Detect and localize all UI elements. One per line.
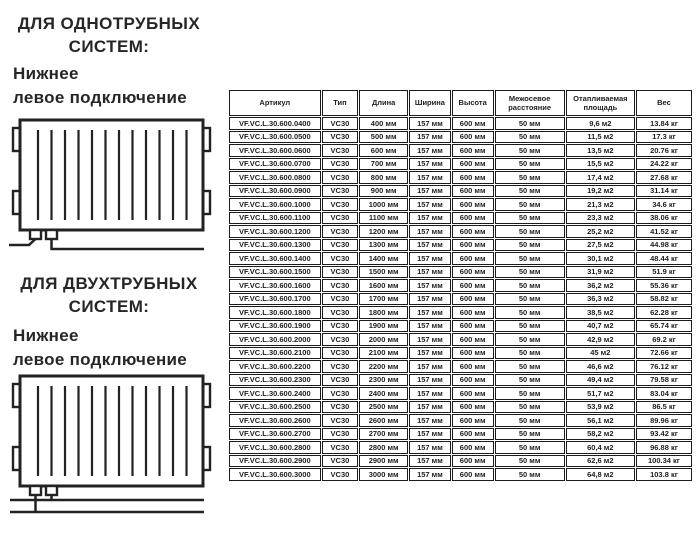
table-row bbox=[229, 279, 692, 292]
table-cell: 600 мм bbox=[452, 198, 494, 211]
table-row bbox=[229, 131, 692, 144]
table-cell: 700 мм bbox=[359, 158, 408, 171]
table-cell: 157 мм bbox=[409, 266, 451, 279]
table-row bbox=[229, 171, 692, 184]
single-pipe-radiator-diagram bbox=[8, 114, 218, 256]
table-cell: 600 мм bbox=[452, 185, 494, 198]
table-cell: 50 мм bbox=[495, 225, 565, 238]
table-cell: 36,2 м2 bbox=[566, 279, 635, 292]
table-cell: 2700 мм bbox=[359, 428, 408, 441]
connection-label-line: Нижнее bbox=[13, 326, 79, 345]
table-cell: 2100 мм bbox=[359, 347, 408, 360]
table-cell: 50 мм bbox=[495, 401, 565, 414]
table-cell: VC30 bbox=[322, 144, 359, 157]
table-cell: 600 мм bbox=[452, 171, 494, 184]
table-cell: 93.42 кг bbox=[636, 428, 692, 441]
table-row bbox=[229, 239, 692, 252]
table-cell: 50 мм bbox=[495, 252, 565, 265]
table-cell: 600 мм bbox=[452, 225, 494, 238]
table-cell: VF.VC.L.30.600.1600 bbox=[229, 279, 321, 292]
two-pipe-radiator-diagram bbox=[8, 372, 218, 520]
table-cell: 50 мм bbox=[495, 171, 565, 184]
table-cell: 157 мм bbox=[409, 144, 451, 157]
table-cell: 62,6 м2 bbox=[566, 455, 635, 468]
table-cell: VC30 bbox=[322, 239, 359, 252]
table-cell: 55.36 кг bbox=[636, 279, 692, 292]
table-cell: 157 мм bbox=[409, 306, 451, 319]
table-cell: VF.VC.L.30.600.1100 bbox=[229, 212, 321, 225]
section-title-line: ДЛЯ ДВУХТРУБНЫХ bbox=[20, 274, 198, 293]
table-cell: VC30 bbox=[322, 320, 359, 333]
table-row bbox=[229, 347, 692, 360]
table-cell: VF.VC.L.30.600.2900 bbox=[229, 455, 321, 468]
table-cell: VF.VC.L.30.600.1300 bbox=[229, 239, 321, 252]
table-cell: VF.VC.L.30.600.2800 bbox=[229, 441, 321, 454]
table-cell: VC30 bbox=[322, 468, 359, 481]
table-cell: VF.VC.L.30.600.0500 bbox=[229, 131, 321, 144]
table-cell: VC30 bbox=[322, 117, 359, 130]
table-cell: 24.22 кг bbox=[636, 158, 692, 171]
table-cell: VC30 bbox=[322, 131, 359, 144]
table-cell: 3000 мм bbox=[359, 468, 408, 481]
table-cell: 50 мм bbox=[495, 131, 565, 144]
table-cell: 41.52 кг bbox=[636, 225, 692, 238]
table-cell: 500 мм bbox=[359, 131, 408, 144]
table-cell: 157 мм bbox=[409, 117, 451, 130]
table-row bbox=[229, 333, 692, 346]
table-cell: VF.VC.L.30.600.3000 bbox=[229, 468, 321, 481]
table-cell: 600 мм bbox=[452, 252, 494, 265]
table-cell: 1200 мм bbox=[359, 225, 408, 238]
table-cell: 600 мм bbox=[452, 158, 494, 171]
table-cell: 157 мм bbox=[409, 468, 451, 481]
table-cell: 50 мм bbox=[495, 198, 565, 211]
table-cell: 19,2 м2 bbox=[566, 185, 635, 198]
table-cell: 86.5 кг bbox=[636, 401, 692, 414]
table-cell: 50 мм bbox=[495, 360, 565, 373]
table-cell: 600 мм bbox=[452, 441, 494, 454]
table-cell: 50 мм bbox=[495, 144, 565, 157]
table-cell: 42,9 м2 bbox=[566, 333, 635, 346]
table-cell: 50 мм bbox=[495, 320, 565, 333]
table-cell: 157 мм bbox=[409, 185, 451, 198]
table-row bbox=[229, 401, 692, 414]
table-cell: 157 мм bbox=[409, 441, 451, 454]
table-cell: 600 мм bbox=[452, 212, 494, 225]
table-row bbox=[229, 266, 692, 279]
section-title-single-pipe bbox=[0, 12, 218, 58]
table-cell: 11,5 м2 bbox=[566, 131, 635, 144]
table-cell: VC30 bbox=[322, 171, 359, 184]
table-cell: 157 мм bbox=[409, 374, 451, 387]
column-header: Вес bbox=[636, 90, 692, 116]
table-row bbox=[229, 144, 692, 157]
table-cell: VF.VC.L.30.600.0800 bbox=[229, 171, 321, 184]
table-cell: VF.VC.L.30.600.2600 bbox=[229, 414, 321, 427]
table-cell: 600 мм bbox=[452, 279, 494, 292]
table-cell: 64,8 м2 bbox=[566, 468, 635, 481]
table-header-row bbox=[229, 90, 692, 116]
table-cell: VC30 bbox=[322, 414, 359, 427]
table-cell: VC30 bbox=[322, 401, 359, 414]
table-cell: 50 мм bbox=[495, 212, 565, 225]
table-cell: 2200 мм bbox=[359, 360, 408, 373]
table-cell: 50 мм bbox=[495, 455, 565, 468]
table-cell: 51.9 кг bbox=[636, 266, 692, 279]
table-cell: 800 мм bbox=[359, 171, 408, 184]
table-cell: VF.VC.L.30.600.2500 bbox=[229, 401, 321, 414]
table-cell: 157 мм bbox=[409, 252, 451, 265]
table-cell: 1500 мм bbox=[359, 266, 408, 279]
table-cell: 38,5 м2 bbox=[566, 306, 635, 319]
table-cell: 50 мм bbox=[495, 374, 565, 387]
table-cell: 1100 мм bbox=[359, 212, 408, 225]
table-cell: 50 мм bbox=[495, 158, 565, 171]
table-cell: VF.VC.L.30.600.0700 bbox=[229, 158, 321, 171]
table-row bbox=[229, 198, 692, 211]
table-cell: 600 мм bbox=[452, 455, 494, 468]
table-cell: 76.12 кг bbox=[636, 360, 692, 373]
table-cell: VF.VC.L.30.600.1500 bbox=[229, 266, 321, 279]
table-cell: 600 мм bbox=[452, 306, 494, 319]
table-cell: 65.74 кг bbox=[636, 320, 692, 333]
table-cell: VF.VC.L.30.600.1200 bbox=[229, 225, 321, 238]
table-cell: 51,7 м2 bbox=[566, 387, 635, 400]
table-cell: VC30 bbox=[322, 428, 359, 441]
table-row bbox=[229, 212, 692, 225]
table-cell: 600 мм bbox=[452, 414, 494, 427]
table-cell: 50 мм bbox=[495, 185, 565, 198]
table-cell: 27.68 кг bbox=[636, 171, 692, 184]
connection-label-line: левое подключение bbox=[13, 350, 188, 369]
table-cell: 1800 мм bbox=[359, 306, 408, 319]
table-cell: 1600 мм bbox=[359, 279, 408, 292]
table-cell: VC30 bbox=[322, 333, 359, 346]
table-cell: 25,2 м2 bbox=[566, 225, 635, 238]
table-cell: 83.04 кг bbox=[636, 387, 692, 400]
table-cell: 900 мм bbox=[359, 185, 408, 198]
table-row bbox=[229, 306, 692, 319]
table-cell: 2600 мм bbox=[359, 414, 408, 427]
table-cell: 60,4 м2 bbox=[566, 441, 635, 454]
table-cell: VC30 bbox=[322, 360, 359, 373]
table-cell: VF.VC.L.30.600.1400 bbox=[229, 252, 321, 265]
table-cell: 50 мм bbox=[495, 428, 565, 441]
table-cell: 157 мм bbox=[409, 171, 451, 184]
table-cell: 50 мм bbox=[495, 347, 565, 360]
table-cell: 1400 мм bbox=[359, 252, 408, 265]
table-cell: VF.VC.L.30.600.2700 bbox=[229, 428, 321, 441]
table-cell: VF.VC.L.30.600.1700 bbox=[229, 293, 321, 306]
table-cell: 157 мм bbox=[409, 455, 451, 468]
table-cell: 157 мм bbox=[409, 212, 451, 225]
table-cell: 1700 мм bbox=[359, 293, 408, 306]
column-header: Межосевое расстояние bbox=[495, 90, 565, 116]
table-cell: 100.34 кг bbox=[636, 455, 692, 468]
table-cell: VC30 bbox=[322, 293, 359, 306]
table-cell: 50 мм bbox=[495, 414, 565, 427]
table-row bbox=[229, 428, 692, 441]
table-cell: 50 мм bbox=[495, 117, 565, 130]
table-cell: 58,2 м2 bbox=[566, 428, 635, 441]
column-header: Ширина bbox=[409, 90, 451, 116]
table-cell: 157 мм bbox=[409, 347, 451, 360]
table-cell: VF.VC.L.30.600.1000 bbox=[229, 198, 321, 211]
table-cell: VC30 bbox=[322, 387, 359, 400]
table-cell: 50 мм bbox=[495, 293, 565, 306]
table-cell: 49,4 м2 bbox=[566, 374, 635, 387]
section-title-line: СИСТЕМ: bbox=[68, 37, 150, 56]
column-header: Длина bbox=[359, 90, 408, 116]
table-cell: 89.96 кг bbox=[636, 414, 692, 427]
table-cell: 9,6 м2 bbox=[566, 117, 635, 130]
table-row bbox=[229, 468, 692, 481]
table-cell: 157 мм bbox=[409, 401, 451, 414]
table-cell: 2500 мм bbox=[359, 401, 408, 414]
table-cell: 21,3 м2 bbox=[566, 198, 635, 211]
connection-label-line: Нижнее bbox=[13, 64, 79, 83]
column-header: Артикул bbox=[229, 90, 321, 116]
table-cell: 157 мм bbox=[409, 198, 451, 211]
table-cell: 50 мм bbox=[495, 441, 565, 454]
table-cell: VC30 bbox=[322, 185, 359, 198]
table-cell: 600 мм bbox=[452, 333, 494, 346]
column-header: Отапливаемая площадь bbox=[566, 90, 635, 116]
table-row bbox=[229, 387, 692, 400]
table-cell: VC30 bbox=[322, 455, 359, 468]
connection-label-line: левое подключение bbox=[13, 88, 188, 107]
connection-label-single-pipe bbox=[13, 62, 218, 110]
table-cell: 157 мм bbox=[409, 333, 451, 346]
table-row bbox=[229, 252, 692, 265]
table-cell: 600 мм bbox=[452, 293, 494, 306]
table-cell: 103.8 кг bbox=[636, 468, 692, 481]
table-cell: 600 мм bbox=[452, 360, 494, 373]
table-cell: 157 мм bbox=[409, 320, 451, 333]
table-row bbox=[229, 185, 692, 198]
table-cell: 27,5 м2 bbox=[566, 239, 635, 252]
table-cell: 45 м2 bbox=[566, 347, 635, 360]
table-cell: VC30 bbox=[322, 225, 359, 238]
table-row bbox=[229, 293, 692, 306]
table-cell: VC30 bbox=[322, 441, 359, 454]
table-cell: VF.VC.L.30.600.2300 bbox=[229, 374, 321, 387]
table-cell: 34.6 кг bbox=[636, 198, 692, 211]
table-cell: 17,4 м2 bbox=[566, 171, 635, 184]
table-cell: 48.44 кг bbox=[636, 252, 692, 265]
table-cell: 50 мм bbox=[495, 266, 565, 279]
table-cell: 600 мм bbox=[452, 374, 494, 387]
table-cell: 157 мм bbox=[409, 360, 451, 373]
table-cell: 72.66 кг bbox=[636, 347, 692, 360]
table-cell: 38.06 кг bbox=[636, 212, 692, 225]
table-cell: 600 мм bbox=[452, 239, 494, 252]
table-cell: VC30 bbox=[322, 198, 359, 211]
table-cell: 157 мм bbox=[409, 158, 451, 171]
table-row bbox=[229, 225, 692, 238]
table-row bbox=[229, 117, 692, 130]
table-row bbox=[229, 414, 692, 427]
table-cell: 20.76 кг bbox=[636, 144, 692, 157]
table-cell: 31.14 кг bbox=[636, 185, 692, 198]
table-cell: 600 мм bbox=[452, 131, 494, 144]
table-cell: 157 мм bbox=[409, 387, 451, 400]
table-cell: 600 мм bbox=[452, 144, 494, 157]
table-cell: VF.VC.L.30.600.2400 bbox=[229, 387, 321, 400]
table-cell: 62.28 кг bbox=[636, 306, 692, 319]
table-cell: VF.VC.L.30.600.0600 bbox=[229, 144, 321, 157]
specs-table-container bbox=[228, 89, 693, 482]
table-cell: 157 мм bbox=[409, 131, 451, 144]
table-cell: 15,5 м2 bbox=[566, 158, 635, 171]
table-cell: 13.84 кг bbox=[636, 117, 692, 130]
table-cell: 600 мм bbox=[452, 401, 494, 414]
table-cell: VF.VC.L.30.600.1900 bbox=[229, 320, 321, 333]
table-cell: 50 мм bbox=[495, 468, 565, 481]
table-cell: 1000 мм bbox=[359, 198, 408, 211]
table-cell: 50 мм bbox=[495, 239, 565, 252]
table-cell: 600 мм bbox=[452, 347, 494, 360]
table-cell: VF.VC.L.30.600.2000 bbox=[229, 333, 321, 346]
table-cell: 40,7 м2 bbox=[566, 320, 635, 333]
table-cell: 44.98 кг bbox=[636, 239, 692, 252]
table-cell: VC30 bbox=[322, 306, 359, 319]
column-header: Тип bbox=[322, 90, 359, 116]
table-cell: VF.VC.L.30.600.1800 bbox=[229, 306, 321, 319]
table-cell: VF.VC.L.30.600.2100 bbox=[229, 347, 321, 360]
table-cell: VC30 bbox=[322, 279, 359, 292]
table-cell: VC30 bbox=[322, 374, 359, 387]
table-cell: 50 мм bbox=[495, 387, 565, 400]
section-title-line: ДЛЯ ОДНОТРУБНЫХ bbox=[17, 14, 201, 33]
table-cell: 79.58 кг bbox=[636, 374, 692, 387]
column-header: Высота bbox=[452, 90, 494, 116]
table-cell: 600 мм bbox=[452, 387, 494, 400]
table-cell: 2000 мм bbox=[359, 333, 408, 346]
table-cell: 600 мм bbox=[452, 320, 494, 333]
section-title-two-pipe bbox=[0, 272, 218, 318]
table-cell: VC30 bbox=[322, 158, 359, 171]
table-cell: 56,1 м2 bbox=[566, 414, 635, 427]
connection-label-two-pipe bbox=[13, 324, 218, 372]
table-cell: 13,5 м2 bbox=[566, 144, 635, 157]
table-cell: VC30 bbox=[322, 266, 359, 279]
table-cell: 600 мм bbox=[452, 468, 494, 481]
table-cell: 30,1 м2 bbox=[566, 252, 635, 265]
table-row bbox=[229, 320, 692, 333]
table-cell: 2400 мм bbox=[359, 387, 408, 400]
table-cell: VC30 bbox=[322, 252, 359, 265]
table-cell: VF.VC.L.30.600.0400 bbox=[229, 117, 321, 130]
table-cell: 1900 мм bbox=[359, 320, 408, 333]
table-cell: 600 мм bbox=[452, 266, 494, 279]
table-cell: 157 мм bbox=[409, 414, 451, 427]
table-cell: 31,9 м2 bbox=[566, 266, 635, 279]
table-cell: 2300 мм bbox=[359, 374, 408, 387]
table-row bbox=[229, 374, 692, 387]
table-cell: 157 мм bbox=[409, 279, 451, 292]
table-cell: 50 мм bbox=[495, 333, 565, 346]
table-cell: 96.88 кг bbox=[636, 441, 692, 454]
table-cell: 2800 мм bbox=[359, 441, 408, 454]
table-cell: 23,3 м2 bbox=[566, 212, 635, 225]
table-cell: 600 мм bbox=[359, 144, 408, 157]
table-row bbox=[229, 158, 692, 171]
table-cell: 157 мм bbox=[409, 239, 451, 252]
table-cell: VC30 bbox=[322, 212, 359, 225]
table-cell: 69.2 кг bbox=[636, 333, 692, 346]
table-cell: 1300 мм bbox=[359, 239, 408, 252]
table-cell: 2900 мм bbox=[359, 455, 408, 468]
table-cell: 53,9 м2 bbox=[566, 401, 635, 414]
table-cell: 157 мм bbox=[409, 225, 451, 238]
table-row bbox=[229, 455, 692, 468]
table-cell: 600 мм bbox=[452, 428, 494, 441]
specs-table bbox=[228, 89, 693, 482]
table-cell: 400 мм bbox=[359, 117, 408, 130]
table-cell: 600 мм bbox=[452, 117, 494, 130]
table-row bbox=[229, 441, 692, 454]
table-cell: 50 мм bbox=[495, 279, 565, 292]
table-row bbox=[229, 360, 692, 373]
table-cell: VF.VC.L.30.600.2200 bbox=[229, 360, 321, 373]
table-cell: 50 мм bbox=[495, 306, 565, 319]
table-cell: VC30 bbox=[322, 347, 359, 360]
section-title-line: СИСТЕМ: bbox=[68, 297, 150, 316]
table-cell: 157 мм bbox=[409, 293, 451, 306]
table-cell: 36,3 м2 bbox=[566, 293, 635, 306]
table-cell: 157 мм bbox=[409, 428, 451, 441]
table-cell: VF.VC.L.30.600.0900 bbox=[229, 185, 321, 198]
table-cell: 17.3 кг bbox=[636, 131, 692, 144]
table-cell: 58.82 кг bbox=[636, 293, 692, 306]
table-cell: 46,6 м2 bbox=[566, 360, 635, 373]
